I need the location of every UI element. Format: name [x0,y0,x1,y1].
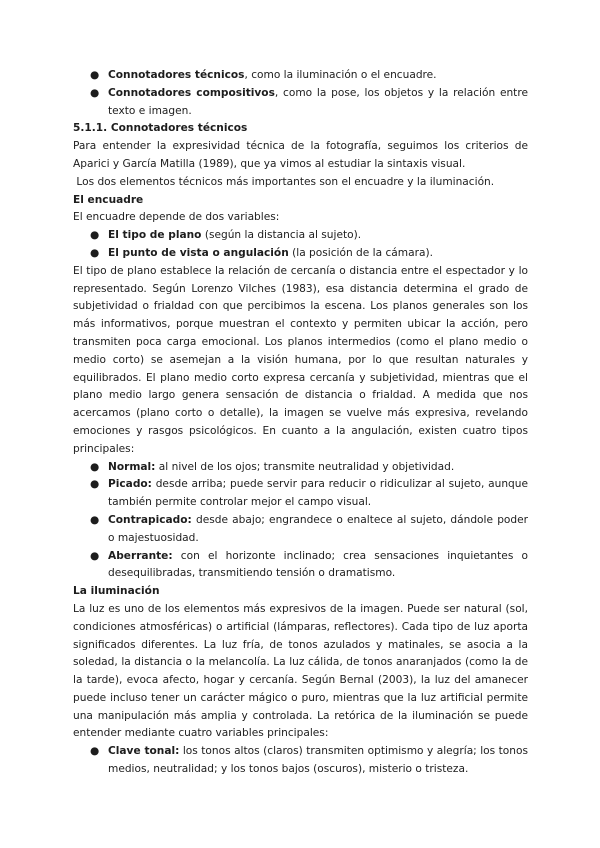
list-item [73,459,528,477]
intro-paragraph-2: Los dos elementos técnicos más importantes son el encuadre y la iluminación. [73,175,495,188]
list-item-term: Picado: [108,478,152,491]
list-item [73,476,528,512]
list-item [73,512,528,548]
list-item-text: los tonos altos (claros) transmiten optimismo y alegría; los tonos medios, neutralidad; y los tonos bajos (oscuros), misterio o tristeza. [108,745,528,776]
bullet-icon: ● [90,69,100,81]
list-item-term: Connotadores técnicos [108,69,245,81]
list-item [73,245,528,263]
list-item-text: con el horizonte inclinado; crea sensaciones inquietantes o desequilibradas, transmitiendo tensión o dramatismo. [108,549,528,580]
list-item-term: Clave tonal: [108,745,180,758]
list-item [73,743,528,779]
list-item-text: , como la iluminación o el encuadre. [244,69,437,81]
list-item-text: desde arriba; puede servir para reducir o ridiculizar al sujeto, aunque también permite controlar mejor el campo visual. [108,478,528,509]
list-item-term: Contrapicado: [108,513,192,526]
bullet-icon: ● [90,478,100,491]
bullet-icon: ● [90,86,100,99]
list-item-term: Aberrante: [108,549,173,562]
bullet-icon: ● [90,549,100,562]
list-item-text: desde abajo; engrandece o enaltece al sujeto, dándole poder o majestuosidad. [108,513,528,544]
encuadre-title: El encuadre [73,193,144,206]
connotadores-list [73,67,528,120]
list-item-term: Connotadores compositivos [108,86,275,99]
bullet-icon: ● [90,460,100,473]
list-item-text: al nivel de los ojos; transmite neutralidad y objetividad. [155,460,455,473]
list-item [73,85,528,121]
iluminacion-body: La luz es uno de los elementos más expresivos de la imagen. Puede ser natural (sol, condiciones atmosféricas) o artificial (lámparas, reflectores). Cada tipo de luz aporta significados diferentes. La luz fría, de tonos azulados y matinales, se asocia a la soledad, la distancia o la melancolía. La luz cálida, de tonos anaranjados (como la de la tarde), evoca afecto, hogar y cercanía. Según Bernal (2003), la luz del amanecer puede incluso tener un carácter mágico o puro, mientras que la luz artificial permite una manipulación más amplia y controlada. La retórica de la iluminación se puede entender mediante cuatro variables principales: [73,602,528,740]
angulacion-list [73,459,528,584]
list-item-term: El tipo de plano [108,229,202,242]
list-item-term: El punto de vista o angulación [108,246,289,259]
list-item-text: (según la distancia al sujeto). [201,229,362,242]
encuadre-body: El tipo de plano establece la relación de cercanía o distancia entre el espectador y lo representado. Según Lorenzo Vilches (1983), esa distancia determina el grado de subjetividad o frialdad con que percibimos la escena. Los planos generales son los más informativos, porque muestran el contexto y permiten ubicar la acción, pero transmiten poca carga emocional. Los planos intermedios (como el plano medio o medio corto) se asemejan a la visión humana, por lo que resultan naturales y equilibrados. El plano medio corto expresa cercanía y subjetividad, mientras que el plano medio largo genera sensación de distancia o frialdad. A medida que nos acercamos (plano corto o detalle), la imagen se vuelve más expresiva, revelando emociones y rasgos psicológicos. En cuanto a la angulación, existen cuatro tipos principales: [73,264,528,455]
bullet-icon: ● [90,246,100,259]
document-page [73,67,528,779]
list-item-term: Normal: [108,460,156,473]
iluminacion-variables-list [73,743,528,779]
section-title: 5.1.1. Connotadores técnicos [73,122,248,135]
bullet-icon: ● [90,745,100,758]
iluminacion-title: La iluminación [73,585,160,598]
list-item [73,67,528,85]
bullet-icon: ● [90,513,100,526]
list-item-text: , como la pose, los objetos y la relación entre texto e imagen. [108,86,528,117]
bullet-icon: ● [90,229,100,242]
intro-paragraph: Para entender la expresividad técnica de la fotografía, seguimos los criterios de Aparici y García Matilla (1989), que ya vimos al estudiar la sintaxis visual. [73,140,528,170]
list-item [73,548,528,584]
encuadre-lead: El encuadre depende de dos variables: [73,211,280,224]
list-item-text: (la posición de la cámara). [288,246,433,259]
list-item [73,227,528,245]
encuadre-variables-list [73,227,528,263]
